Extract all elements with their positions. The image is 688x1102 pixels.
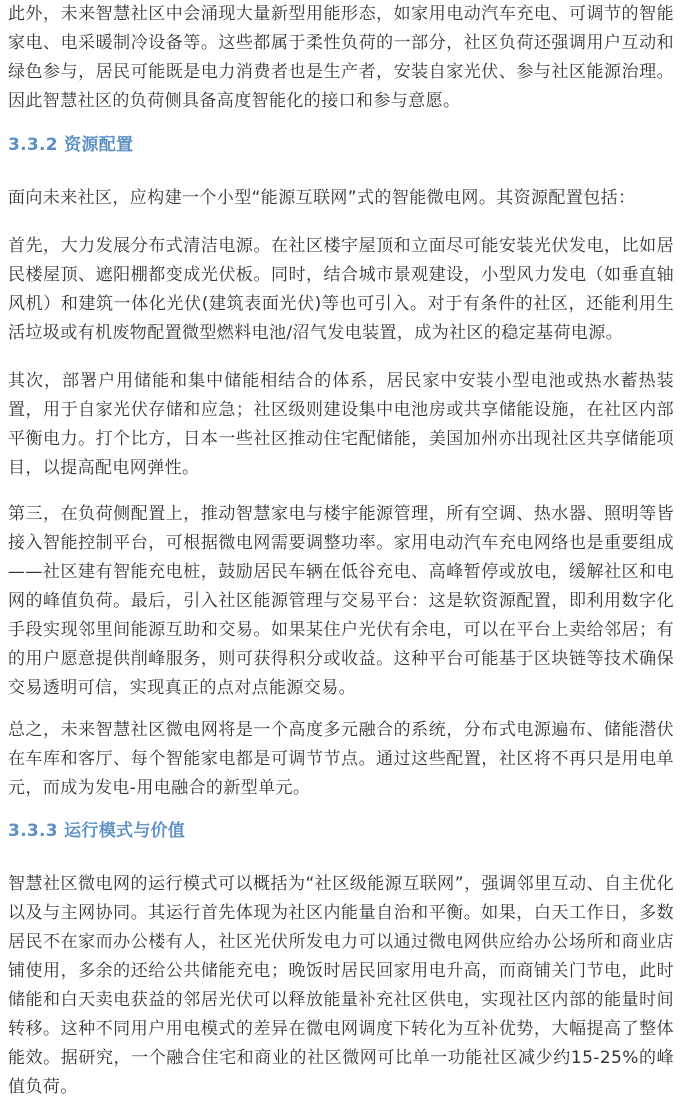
- load-side-configuration-paragraph: 第三，在负荷侧配置上，推动智慧家电与楼宇能源管理，所有空调、热水器、照明等皆接入智能控制平台，可根据微电网需要调整功率。家用电动汽车充电网络也是重要组成——社区建有智能充电桩，鼓励居民车辆在低谷充电、高峰暂停或放电，缓解社区和电网的峰值负荷。最后，引入社区能源管理与交易平台：这是软资源配置，即利用数字化手段实现邻里间能源互助和交易。如果某住户光伏有余电，可以在平台上卖给邻居；有的用户愿意提供削峰服务，则可获得积分或收益。这种平台可能基于区块链等技术确保交易透明可信，实现真正的点对点能源交易。: [8, 504, 674, 698]
- intro-paragraph: 此外，未来智慧社区中会涌现大量新型用能形态，如家用电动汽车充电、可调节的智能家电、电采暖制冷设备等。这些都属于柔性负荷的一部分，社区负荷还强调用户互动和绿色参与，居民可能既是电力消费者也是生产者，安装自家光伏、参与社区能源治理。因此智慧社区的负荷侧具备高度智能化的接口和参与意愿。: [8, 4, 674, 111]
- section-heading-resource-allocation: 3.3.2 资源配置: [8, 135, 134, 155]
- energy-storage-paragraph: 其次，部署户用储能和集中储能相结合的体系，居民家中安装小型电池或热水蓄热装置，用于自家光伏存储和应急；社区级则建设集中电池房或共享储能设施，在社区内部平衡电力。打个比方，日本一些社区推动住宅配储能，美国加州亦出现社区共享储能项目，以提高配电网弹性。: [8, 371, 674, 478]
- resource-allocation-lead-paragraph: 面向未来社区，应构建一个小型“能源互联网”式的智能微电网。其资源配置包括：: [8, 188, 636, 208]
- operation-mode-paragraph: 智慧社区微电网的运行模式可以概括为“社区级能源互联网”，强调邻里互动、自主优化以及与主网协同。其运行首先体现为社区内能量自治和平衡。如果，白天工作日，多数居民不在家而办公楼有人，社区光伏所发电力可以通过微电网供应给办公场所和商业店铺使用，多余的还给公共储能充电；晚饭时居民回家用电升高，而商铺关门节电，此时储能和白天卖电获益的邻居光伏可以释放能量补充社区供电，实现社区内部的能量时间转移。这种不同用户用电模式的差异在微电网调度下转化为互补优势，大幅提高了整体能效。据研究，一个融合住宅和商业的社区微网可比单一功能社区减少约15-25%的峰值负荷。: [8, 874, 674, 1097]
- section-heading-operation-mode: 3.3.3 运行模式与价值: [8, 821, 186, 841]
- distributed-clean-power-paragraph: 首先，大力发展分布式清洁电源。在社区楼宇屋顶和立面尽可能安装光伏发电，比如居民楼屋顶、遮阳棚都变成光伏板。同时，结合城市景观建设，小型风力发电（如垂直轴风机）和建筑一体化光伏(建筑表面光伏)等也可引入。对于有条件的社区，还能利用生活垃圾或有机废物配置微型燃料电池/沼气发电装置，成为社区的稳定基荷电源。: [8, 236, 674, 343]
- resource-allocation-summary-paragraph: 总之，未来智慧社区微电网将是一个高度多元融合的系统，分布式电源遍布、储能潜伏在车库和客厅、每个智能家电都是可调节节点。通过这些配置，社区将不再只是用电单元，而成为发电-用电融合的新型单元。: [8, 720, 674, 798]
